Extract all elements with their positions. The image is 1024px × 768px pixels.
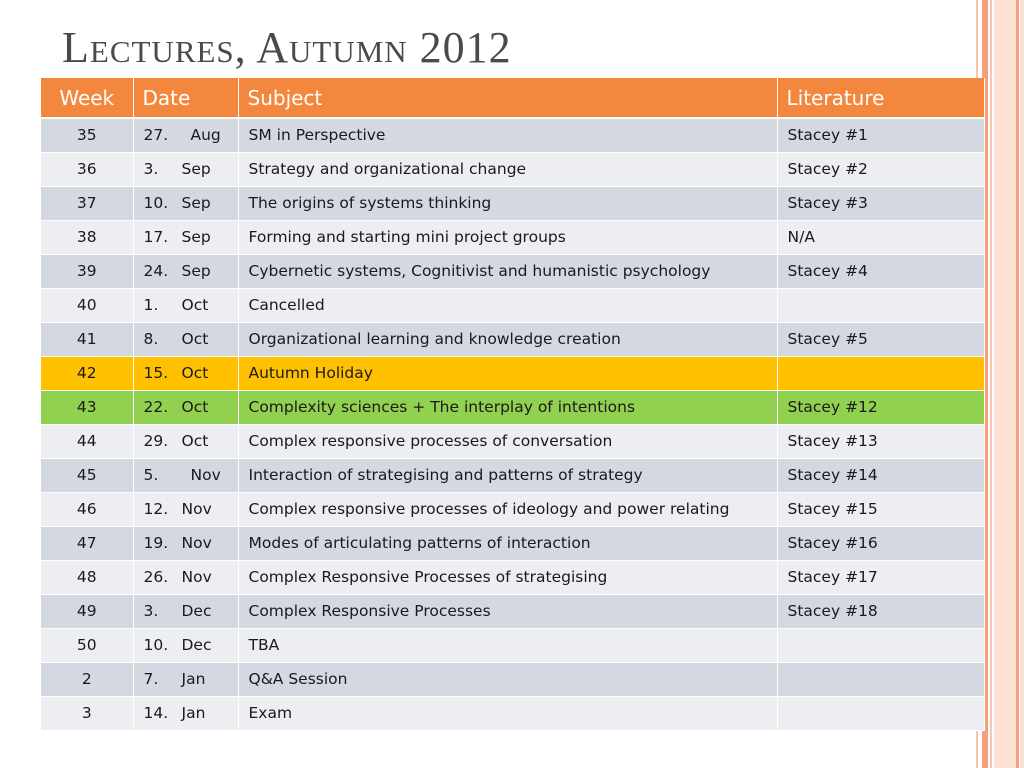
cell-week: 39 bbox=[41, 254, 133, 288]
date-month: Nov bbox=[181, 568, 212, 586]
cell-date bbox=[133, 254, 238, 288]
date-day: 26. bbox=[143, 568, 169, 586]
table-row bbox=[41, 152, 984, 186]
cell-week: 36 bbox=[41, 152, 133, 186]
date-month: Oct bbox=[181, 364, 209, 382]
date-month: Nov bbox=[181, 534, 212, 552]
decorative-stripe bbox=[1016, 0, 1019, 768]
cell-week: 41 bbox=[41, 322, 133, 356]
date-month: Dec bbox=[181, 602, 212, 620]
date-day: 3. bbox=[143, 160, 159, 178]
cell-date bbox=[133, 322, 238, 356]
cell-literature: Stacey #3 bbox=[777, 186, 984, 220]
cell-subject: The origins of systems thinking bbox=[238, 186, 777, 220]
table-row bbox=[41, 322, 984, 356]
decorative-stripe bbox=[994, 0, 1016, 768]
cell-week: 37 bbox=[41, 186, 133, 220]
cell-week: 42 bbox=[41, 356, 133, 390]
date-day: 10. bbox=[143, 636, 169, 654]
date-month: Aug bbox=[190, 126, 221, 145]
date-day: 14. bbox=[143, 704, 169, 722]
cell-week: 46 bbox=[41, 492, 133, 526]
cell-date bbox=[133, 492, 238, 526]
cell-date bbox=[133, 288, 238, 322]
cell-subject: Complex responsive processes of ideology and power relating bbox=[238, 492, 777, 526]
date-day: 29. bbox=[143, 432, 169, 450]
cell-subject: Autumn Holiday bbox=[238, 356, 777, 390]
cell-literature: Stacey #15 bbox=[777, 492, 984, 526]
date-month: Dec bbox=[181, 636, 212, 654]
date-month: Oct bbox=[181, 398, 209, 416]
cell-date bbox=[133, 220, 238, 254]
date-day: 3. bbox=[143, 602, 159, 620]
decorative-stripe bbox=[1020, 0, 1024, 768]
cell-literature: N/A bbox=[777, 220, 984, 254]
cell-subject: Complex Responsive Processes of strategising bbox=[238, 560, 777, 594]
date-day: 24. bbox=[143, 262, 169, 280]
cell-week: 3 bbox=[41, 696, 133, 730]
date-month: Nov bbox=[181, 500, 212, 518]
decorative-stripe bbox=[990, 0, 992, 768]
table-row bbox=[41, 628, 984, 662]
cell-date bbox=[133, 390, 238, 424]
cell-literature bbox=[777, 356, 984, 390]
cell-subject: Cancelled bbox=[238, 288, 777, 322]
cell-date bbox=[133, 662, 238, 696]
cell-week: 43 bbox=[41, 390, 133, 424]
table-row bbox=[41, 662, 984, 696]
date-month: Oct bbox=[181, 432, 209, 450]
cell-date bbox=[133, 628, 238, 662]
cell-date bbox=[133, 458, 238, 492]
cell-week: 45 bbox=[41, 458, 133, 492]
table-row bbox=[41, 390, 984, 424]
table-row bbox=[41, 356, 984, 390]
date-month: Oct bbox=[181, 330, 209, 348]
date-month: Nov bbox=[190, 466, 221, 484]
cell-literature: Stacey #4 bbox=[777, 254, 984, 288]
table-row bbox=[41, 254, 984, 288]
date-day: 10. bbox=[143, 194, 169, 212]
date-day: 19. bbox=[143, 534, 169, 552]
date-day: 17. bbox=[143, 228, 169, 246]
header-subject: Subject bbox=[238, 78, 777, 118]
slide-title: Lectures, Autumn 2012 bbox=[62, 23, 512, 72]
date-day: 8. bbox=[143, 330, 159, 348]
cell-literature: Stacey #2 bbox=[777, 152, 984, 186]
date-month: Sep bbox=[181, 194, 211, 212]
cell-subject: Exam bbox=[238, 696, 777, 730]
date-month: Jan bbox=[181, 670, 206, 688]
cell-date bbox=[133, 152, 238, 186]
lecture-schedule-table bbox=[41, 78, 985, 731]
table-header-row bbox=[41, 78, 984, 118]
date-day: 12. bbox=[143, 500, 169, 518]
table-row bbox=[41, 424, 984, 458]
cell-literature: Stacey #1 bbox=[777, 118, 984, 152]
cell-week: 40 bbox=[41, 288, 133, 322]
cell-subject: SM in Perspective bbox=[238, 118, 777, 152]
cell-date bbox=[133, 560, 238, 594]
table-row bbox=[41, 118, 984, 152]
header-date: Date bbox=[133, 78, 238, 118]
cell-literature: Stacey #5 bbox=[777, 322, 984, 356]
date-month: Sep bbox=[181, 160, 211, 178]
cell-literature bbox=[777, 288, 984, 322]
cell-subject: Complexity sciences + The interplay of intentions bbox=[238, 390, 777, 424]
table-row bbox=[41, 526, 984, 560]
date-day: 1. bbox=[143, 296, 159, 314]
header-literature: Literature bbox=[777, 78, 984, 118]
table-row bbox=[41, 492, 984, 526]
cell-date bbox=[133, 526, 238, 560]
date-day: 22. bbox=[143, 398, 169, 416]
cell-literature: Stacey #17 bbox=[777, 560, 984, 594]
cell-literature: Stacey #13 bbox=[777, 424, 984, 458]
cell-subject: TBA bbox=[238, 628, 777, 662]
date-month: Sep bbox=[181, 262, 211, 280]
cell-literature bbox=[777, 628, 984, 662]
cell-literature: Stacey #18 bbox=[777, 594, 984, 628]
cell-week: 2 bbox=[41, 662, 133, 696]
cell-subject: Q&A Session bbox=[238, 662, 777, 696]
table-row bbox=[41, 288, 984, 322]
cell-literature: Stacey #14 bbox=[777, 458, 984, 492]
cell-date bbox=[133, 424, 238, 458]
cell-date bbox=[133, 696, 238, 730]
cell-subject: Complex Responsive Processes bbox=[238, 594, 777, 628]
table-row bbox=[41, 594, 984, 628]
cell-subject: Complex responsive processes of conversation bbox=[238, 424, 777, 458]
cell-literature bbox=[777, 696, 984, 730]
cell-subject: Forming and starting mini project groups bbox=[238, 220, 777, 254]
date-day: 15. bbox=[143, 364, 169, 382]
cell-week: 47 bbox=[41, 526, 133, 560]
cell-subject: Interaction of strategising and patterns of strategy bbox=[238, 458, 777, 492]
cell-literature: Stacey #16 bbox=[777, 526, 984, 560]
cell-week: 38 bbox=[41, 220, 133, 254]
cell-week: 48 bbox=[41, 560, 133, 594]
cell-week: 44 bbox=[41, 424, 133, 458]
date-month: Sep bbox=[181, 228, 211, 246]
cell-week: 35 bbox=[41, 118, 133, 152]
table-row bbox=[41, 560, 984, 594]
cell-literature bbox=[777, 662, 984, 696]
cell-subject: Organizational learning and knowledge creation bbox=[238, 322, 777, 356]
date-month: Oct bbox=[181, 296, 209, 314]
cell-week: 50 bbox=[41, 628, 133, 662]
date-day: 7. bbox=[143, 670, 159, 688]
table-row bbox=[41, 696, 984, 730]
table-row bbox=[41, 220, 984, 254]
cell-date bbox=[133, 186, 238, 220]
table-row bbox=[41, 186, 984, 220]
table-row bbox=[41, 458, 984, 492]
date-month: Jan bbox=[181, 704, 206, 722]
date-day: 27. bbox=[143, 126, 169, 145]
header-week: Week bbox=[41, 78, 133, 118]
cell-subject: Strategy and organizational change bbox=[238, 152, 777, 186]
cell-literature: Stacey #12 bbox=[777, 390, 984, 424]
cell-week: 49 bbox=[41, 594, 133, 628]
cell-date bbox=[133, 118, 238, 152]
cell-date bbox=[133, 594, 238, 628]
table-body bbox=[41, 118, 984, 730]
cell-subject: Modes of articulating patterns of interaction bbox=[238, 526, 777, 560]
cell-subject: Cybernetic systems, Cognitivist and humanistic psychology bbox=[238, 254, 777, 288]
date-day: 5. bbox=[143, 466, 159, 484]
cell-date bbox=[133, 356, 238, 390]
